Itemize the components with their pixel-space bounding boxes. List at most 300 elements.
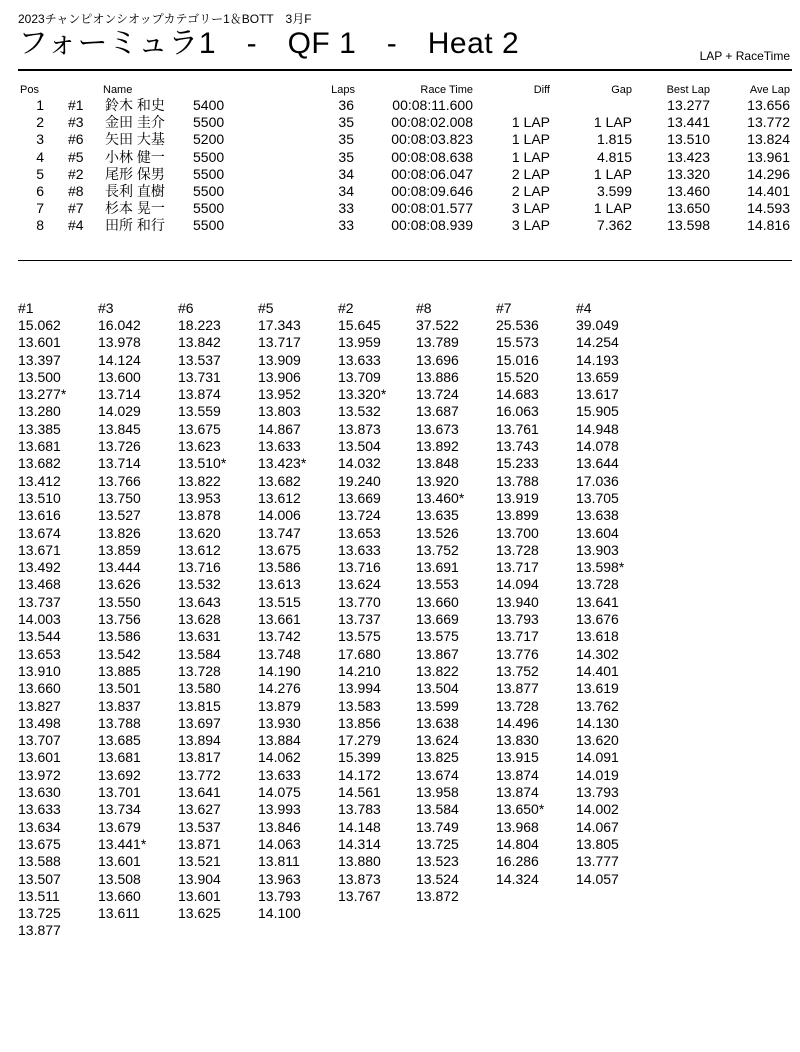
lap-time: 13.527 [98, 507, 141, 524]
lap-time: 13.968 [496, 818, 539, 835]
lap-time: 13.500 [18, 368, 61, 385]
lap-time: 13.748 [258, 645, 301, 662]
lap-time: 13.793 [258, 887, 301, 904]
lap-time: 13.669 [338, 489, 381, 506]
res-race-time: 00:08:08.638 [391, 148, 473, 165]
lap-time: 13.885 [98, 662, 141, 679]
lap-time: 13.638 [576, 507, 619, 524]
lap-time: 13.867 [416, 645, 459, 662]
lap-column [258, 300, 338, 922]
lap-time: 13.510 [18, 489, 61, 506]
col-race-time-header: Race Time [420, 84, 473, 96]
lap-time: 13.750 [98, 489, 141, 506]
lap-time: 13.874 [496, 784, 539, 801]
res-laps: 33 [338, 217, 354, 234]
lap-time: 13.601 [178, 887, 221, 904]
lap-time: 13.873 [338, 870, 381, 887]
lap-time: 13.915 [496, 749, 539, 766]
res-best-lap: 13.423 [667, 148, 710, 165]
col-name-header: Name [103, 84, 133, 96]
lap-time: 15.062 [18, 317, 61, 333]
res-laps: 35 [338, 131, 354, 148]
lap-time: 13.906 [258, 368, 301, 385]
res-name: 杉本 晃一 [105, 200, 165, 217]
lap-time: 13.412 [18, 472, 61, 489]
result-row [0, 131, 800, 148]
report-title: フォーミュラ1 - QF 1 - Heat 2 [18, 27, 520, 60]
lap-time: 13.879 [258, 697, 301, 714]
lap-time: 13.623 [178, 438, 221, 455]
res-pos: 5 [36, 165, 44, 182]
lap-time: 14.075 [258, 784, 301, 801]
lap-time: 13.724 [416, 386, 459, 403]
lap-time: 13.788 [496, 472, 539, 489]
lap-time: 13.611 [98, 905, 140, 922]
lap-time: 13.993 [258, 801, 301, 818]
res-car: #6 [68, 131, 84, 148]
lap-time: 13.641 [178, 784, 221, 801]
lap-time: 13.701 [98, 784, 141, 801]
res-gap: 3.599 [596, 183, 632, 199]
lap-time: 13.681 [98, 749, 141, 766]
lap-time: 13.624 [338, 576, 381, 593]
lap-time: 13.676 [576, 611, 619, 628]
lap-time: 14.193 [576, 351, 619, 368]
res-name: 小林 健一 [105, 148, 165, 165]
lap-time: 13.523 [416, 853, 459, 870]
lap-time: 13.743 [496, 438, 539, 455]
res-pos: 3 [36, 131, 44, 148]
lap-time: 13.613 [258, 576, 301, 593]
lap-time: 13.508 [98, 870, 141, 887]
lap-time: 13.761 [496, 420, 539, 437]
lap-time: 13.815 [178, 697, 221, 714]
res-name: 長利 直樹 [105, 183, 165, 199]
res-laps: 35 [338, 148, 354, 165]
lap-time: 14.948 [576, 420, 619, 437]
lap-column-car: #5 [258, 300, 274, 316]
res-pos: 4 [36, 148, 44, 165]
lap-time: 13.822 [416, 662, 459, 679]
lap-time: 13.959 [338, 334, 381, 351]
lap-time: 13.825 [416, 749, 459, 766]
lap-time: 14.683 [496, 386, 539, 403]
lap-time: 13.612 [178, 541, 221, 558]
lap-time: 13.460* [416, 489, 465, 506]
col-diff-header: Diff [533, 84, 550, 96]
res-pos: 7 [36, 200, 44, 217]
lap-column [576, 300, 656, 888]
lap-time: 13.550 [98, 593, 141, 610]
lap-time: 13.627 [178, 801, 221, 818]
lap-time: 13.697 [178, 714, 221, 731]
lap-time: 13.628 [178, 611, 221, 628]
lap-time: 13.805 [576, 835, 619, 852]
lap-time: 13.643 [178, 593, 221, 610]
lap-time: 13.874 [178, 386, 221, 403]
lap-time: 14.029 [98, 403, 141, 420]
lap-time: 13.692 [98, 766, 141, 783]
lap-time: 13.725 [416, 835, 459, 852]
lap-time: 13.553 [416, 576, 459, 593]
res-laps: 33 [338, 200, 354, 217]
lap-time: 13.580 [178, 680, 221, 697]
lap-column-car: #1 [18, 300, 34, 316]
lap-time: 13.575 [416, 628, 459, 645]
lap-time: 16.286 [496, 853, 539, 870]
lap-time: 14.124 [98, 351, 141, 368]
res-laps: 34 [338, 165, 354, 182]
lap-time: 13.619 [576, 680, 619, 697]
report-mode-label: LAP + RaceTime [699, 49, 790, 63]
lap-time: 13.675 [178, 420, 221, 437]
lap-time: 17.680 [338, 645, 381, 662]
res-ave-lap: 14.593 [747, 200, 790, 217]
lap-time: 17.343 [258, 317, 301, 333]
lap-time: 13.728 [496, 697, 539, 714]
res-num: 5200 [193, 131, 225, 148]
result-row [0, 97, 800, 114]
lap-time: 13.638 [416, 714, 459, 731]
res-pos: 6 [36, 183, 44, 199]
lap-time: 13.909 [258, 351, 301, 368]
lap-time: 13.660 [18, 680, 61, 697]
lap-time: 13.728 [496, 541, 539, 558]
res-laps: 36 [338, 97, 354, 113]
res-gap: 7.362 [596, 217, 632, 234]
lap-time: 13.511 [18, 887, 60, 904]
lap-time: 13.737 [18, 593, 61, 610]
lap-time: 13.641 [576, 593, 619, 610]
lap-time: 13.575 [338, 628, 381, 645]
res-name: 矢田 大基 [105, 131, 165, 148]
lap-time: 13.601 [18, 749, 61, 766]
lap-time: 13.660 [98, 887, 141, 904]
res-gap: 1 LAP [593, 165, 632, 182]
res-best-lap: 13.277 [667, 97, 710, 113]
lap-time: 13.874 [496, 766, 539, 783]
lap-time: 13.507 [18, 870, 61, 887]
res-car: #4 [68, 217, 84, 234]
result-row [0, 183, 800, 200]
lap-time: 13.682 [18, 455, 61, 472]
lap-time: 14.401 [576, 662, 619, 679]
res-num: 5500 [193, 114, 225, 131]
lap-time: 13.385 [18, 420, 61, 437]
lap-time: 13.756 [98, 611, 141, 628]
lap-time: 14.302 [576, 645, 619, 662]
res-num: 5500 [193, 217, 225, 234]
lap-time: 13.709 [338, 368, 381, 385]
lap-time: 13.717 [258, 334, 301, 351]
lap-time: 13.653 [338, 524, 381, 541]
lap-time: 15.233 [496, 455, 539, 472]
result-row [0, 114, 800, 131]
lap-time: 13.880 [338, 853, 381, 870]
lap-time: 13.766 [98, 472, 141, 489]
lap-time: 13.886 [416, 368, 459, 385]
lap-time: 13.633 [338, 541, 381, 558]
lap-time: 13.280 [18, 403, 61, 420]
lap-time: 14.003 [18, 611, 61, 628]
lap-time: 13.910 [18, 662, 61, 679]
lap-time: 13.871 [178, 835, 221, 852]
lap-time: 13.526 [416, 524, 459, 541]
lap-time: 13.659 [576, 368, 619, 385]
lap-time: 13.822 [178, 472, 221, 489]
lap-time: 13.837 [98, 697, 141, 714]
res-best-lap: 13.460 [667, 183, 710, 199]
lap-time: 13.827 [18, 697, 61, 714]
res-gap: 4.815 [596, 148, 632, 165]
lap-time: 13.598* [576, 559, 625, 576]
lap-time: 13.767 [338, 887, 381, 904]
lap-column [178, 300, 258, 922]
lap-time: 13.877 [18, 922, 61, 939]
res-ave-lap: 13.772 [747, 114, 790, 131]
lap-time: 13.542 [98, 645, 141, 662]
lap-time: 13.776 [496, 645, 539, 662]
lap-time: 19.240 [338, 472, 381, 489]
lap-time: 15.520 [496, 368, 539, 385]
res-best-lap: 13.510 [667, 131, 710, 148]
lap-time: 13.978 [98, 334, 141, 351]
lap-time: 13.953 [178, 489, 221, 506]
lap-time: 13.498 [18, 714, 61, 731]
lap-time: 14.094 [496, 576, 539, 593]
res-race-time: 00:08:08.939 [391, 217, 473, 234]
lap-time: 13.584 [178, 645, 221, 662]
lap-column [98, 300, 178, 922]
lap-time: 14.190 [258, 662, 301, 679]
res-race-time: 00:08:01.577 [391, 200, 473, 217]
lap-time: 14.561 [338, 784, 381, 801]
lap-time: 13.586 [258, 559, 301, 576]
lap-time: 13.752 [496, 662, 539, 679]
lap-time: 13.707 [18, 732, 61, 749]
lap-time: 13.501 [98, 680, 141, 697]
res-best-lap: 13.441 [667, 114, 710, 131]
lap-time: 14.078 [576, 438, 619, 455]
lap-time: 13.634 [18, 818, 61, 835]
lap-time: 14.276 [258, 680, 301, 697]
lap-time: 16.042 [98, 317, 141, 333]
res-car: #3 [68, 114, 84, 131]
lap-time: 13.544 [18, 628, 61, 645]
res-diff: 2 LAP [511, 165, 550, 182]
lap-time: 13.504 [338, 438, 381, 455]
lap-time: 13.524 [416, 870, 459, 887]
lap-time: 14.091 [576, 749, 619, 766]
lap-time: 13.687 [416, 403, 459, 420]
res-gap: 1 LAP [593, 114, 632, 131]
res-ave-lap: 13.824 [747, 131, 790, 148]
lap-time: 13.994 [338, 680, 381, 697]
res-diff: 2 LAP [511, 183, 550, 199]
lap-column [338, 300, 418, 905]
lap-time: 13.604 [576, 524, 619, 541]
result-row [0, 149, 800, 166]
res-num: 5400 [193, 97, 225, 113]
lap-time: 15.016 [496, 351, 539, 368]
report-subtitle: 2023チャンピオンシオップカテゴリー1＆BOTT 3月F [18, 12, 312, 26]
lap-time: 14.130 [576, 714, 619, 731]
lap-time: 13.691 [416, 559, 459, 576]
lap-time: 15.645 [338, 317, 381, 333]
col-ave-lap-header: Ave Lap [749, 84, 790, 96]
lap-time: 13.772 [178, 766, 221, 783]
lap-time: 13.884 [258, 732, 301, 749]
lap-time: 13.682 [258, 472, 301, 489]
lap-time: 13.532 [338, 403, 381, 420]
lap-time: 14.324 [496, 870, 539, 887]
res-num: 5500 [193, 183, 225, 199]
lap-time: 13.803 [258, 403, 301, 420]
lap-time: 17.036 [576, 472, 619, 489]
lap-time: 13.468 [18, 576, 61, 593]
lap-time: 13.737 [338, 611, 381, 628]
lap-time: 13.845 [98, 420, 141, 437]
res-car: #7 [68, 200, 84, 217]
lap-column-car: #2 [338, 300, 354, 316]
lap-time: 13.624 [416, 732, 459, 749]
lap-time: 13.532 [178, 576, 221, 593]
results-divider [18, 260, 792, 261]
col-laps-header: Laps [331, 84, 355, 96]
lap-time: 13.625 [178, 905, 221, 922]
res-race-time: 00:08:02.008 [391, 114, 473, 131]
lap-time: 13.793 [496, 611, 539, 628]
lap-time: 13.930 [258, 714, 301, 731]
res-pos: 1 [36, 97, 44, 113]
lap-time: 13.537 [178, 818, 221, 835]
lap-time: 14.067 [576, 818, 619, 835]
lap-time: 14.062 [258, 749, 301, 766]
lap-time: 13.633 [338, 351, 381, 368]
lap-time: 13.747 [258, 524, 301, 541]
lap-time: 13.559 [178, 403, 221, 420]
lap-time: 13.731 [178, 368, 221, 385]
lap-time: 13.716 [178, 559, 221, 576]
lap-time: 13.725 [18, 905, 61, 922]
lap-time: 14.210 [338, 662, 381, 679]
res-num: 5500 [193, 200, 225, 217]
lap-time: 13.859 [98, 541, 141, 558]
lap-time: 14.063 [258, 835, 301, 852]
lap-time: 13.846 [258, 818, 301, 835]
lap-time: 13.789 [416, 334, 459, 351]
lap-time: 13.633 [258, 766, 301, 783]
lap-time: 13.588 [18, 853, 61, 870]
lap-time: 13.877 [496, 680, 539, 697]
res-num: 5500 [193, 148, 225, 165]
lap-time: 13.894 [178, 732, 221, 749]
lap-time: 13.675 [258, 541, 301, 558]
res-car: #1 [68, 97, 84, 113]
lap-time: 15.905 [576, 403, 619, 420]
res-pos: 2 [36, 114, 44, 131]
res-race-time: 00:08:11.600 [392, 97, 473, 113]
res-gap: 1 LAP [593, 200, 632, 217]
lap-time: 13.618 [576, 628, 619, 645]
lap-time: 13.681 [18, 438, 61, 455]
lap-time: 13.892 [416, 438, 459, 455]
lap-column [496, 300, 576, 888]
lap-time: 15.573 [496, 334, 539, 351]
lap-time: 13.612 [258, 489, 301, 506]
lap-time: 13.811 [258, 853, 300, 870]
lap-time: 14.496 [496, 714, 539, 731]
lap-time: 13.903 [576, 541, 619, 558]
lap-time: 13.770 [338, 593, 381, 610]
lap-time: 13.788 [98, 714, 141, 731]
lap-time: 13.717 [496, 628, 539, 645]
res-name: 金田 圭介 [105, 114, 165, 131]
lap-time: 13.277* [18, 386, 67, 403]
res-car: #8 [68, 183, 84, 199]
lap-time: 13.972 [18, 766, 61, 783]
lap-time: 13.601 [98, 853, 141, 870]
lap-time: 13.685 [98, 732, 141, 749]
lap-time: 14.172 [338, 766, 381, 783]
res-diff: 3 LAP [511, 200, 550, 217]
lap-time: 13.620 [178, 524, 221, 541]
lap-time: 13.423* [258, 455, 307, 472]
lap-time: 13.650* [496, 801, 545, 818]
lap-time: 13.749 [416, 818, 459, 835]
lap-column-car: #4 [576, 300, 592, 316]
lap-time: 13.842 [178, 334, 221, 351]
lap-time: 13.673 [416, 420, 459, 437]
lap-time: 13.920 [416, 472, 459, 489]
lap-time: 13.616 [18, 507, 61, 524]
lap-time: 13.817 [178, 749, 221, 766]
lap-time: 13.705 [576, 489, 619, 506]
lap-time: 13.674 [18, 524, 61, 541]
lap-time: 13.717 [496, 559, 539, 576]
res-best-lap: 13.320 [667, 165, 710, 182]
lap-time: 13.653 [18, 645, 61, 662]
res-diff: 1 LAP [511, 114, 550, 131]
lap-time: 13.679 [98, 818, 141, 835]
title-divider [18, 69, 792, 71]
lap-time: 13.899 [496, 507, 539, 524]
res-ave-lap: 14.401 [747, 183, 790, 199]
lap-time: 13.919 [496, 489, 539, 506]
lap-time: 13.793 [576, 784, 619, 801]
res-ave-lap: 14.296 [747, 165, 790, 182]
lap-time: 15.399 [338, 749, 381, 766]
col-best-lap-header: Best Lap [666, 84, 710, 96]
lap-time: 13.696 [416, 351, 459, 368]
lap-time: 13.521 [178, 853, 221, 870]
lap-time: 14.254 [576, 334, 619, 351]
lap-time: 13.441* [98, 835, 147, 852]
lap-time: 14.804 [496, 835, 539, 852]
res-name: 田所 和行 [105, 217, 165, 234]
lap-time: 13.700 [496, 524, 539, 541]
lap-time: 14.867 [258, 420, 301, 437]
result-row [0, 217, 800, 234]
res-car: #2 [68, 165, 84, 182]
lap-time: 39.049 [576, 317, 619, 333]
result-row [0, 200, 800, 217]
lap-time: 16.063 [496, 403, 539, 420]
lap-time: 13.515 [258, 593, 301, 610]
res-race-time: 00:08:03.823 [391, 131, 473, 148]
lap-time: 14.002 [576, 801, 619, 818]
lap-time: 13.958 [416, 784, 459, 801]
